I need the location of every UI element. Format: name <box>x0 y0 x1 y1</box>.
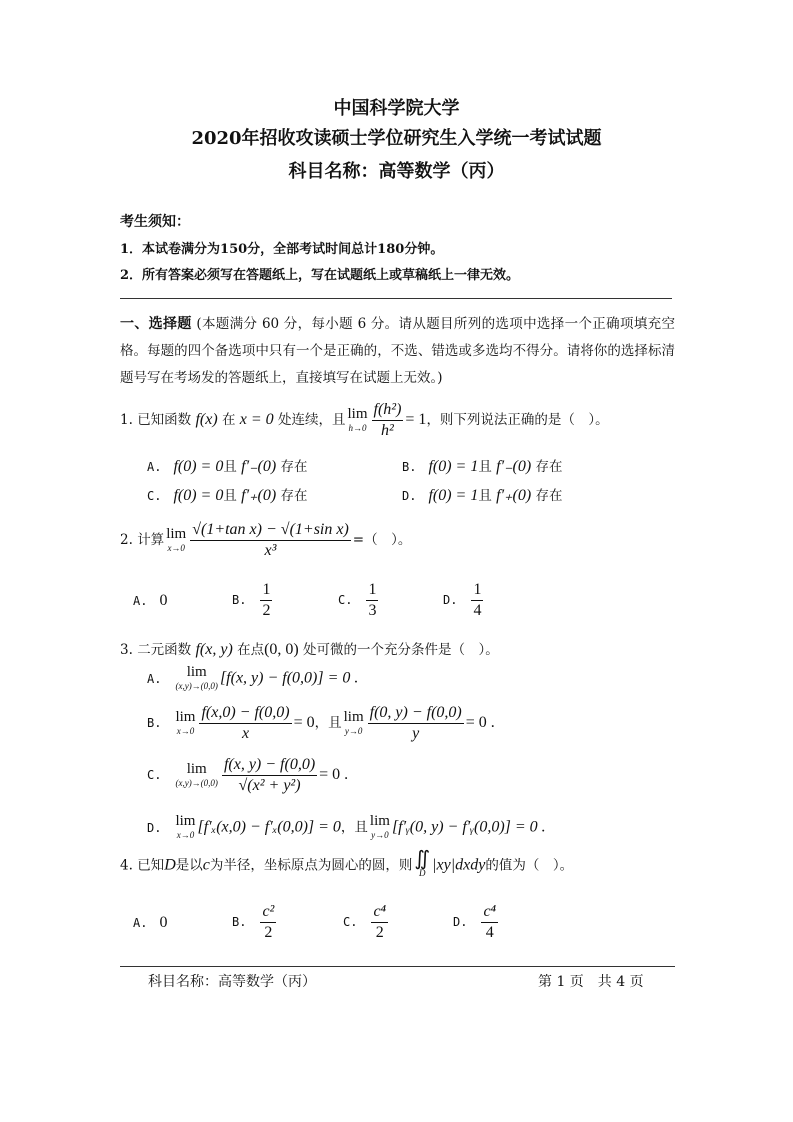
q1-options-2-t2: 存在 <box>280 488 308 504</box>
q1-options-0-label: A. <box>147 460 162 474</box>
q2-t2: =（ ）。 <box>352 532 412 548</box>
q3-options-3-lim: lim <box>175 813 196 829</box>
q2-option-a <box>133 592 167 610</box>
q3-options-0-sub: (x,y)→(0,0) <box>175 681 218 691</box>
q4-options-1-label: B. <box>232 915 247 929</box>
q2-options-3-num: 1 <box>471 580 483 601</box>
q1-option-c <box>147 484 308 505</box>
q4-t1: 已知 <box>137 857 165 874</box>
q4-t2: 是以 <box>175 857 203 874</box>
q4-options-2-num: c⁴ <box>371 902 388 923</box>
q3-option-d <box>147 814 546 842</box>
q1-t3: 处连续，且 <box>277 412 346 428</box>
q1-options-0-t2: 存在 <box>280 459 308 475</box>
q1-t2: 在 <box>221 412 236 428</box>
footer-subject: 科目名称：高等数学（丙） <box>148 974 316 990</box>
q4-sub: D <box>419 868 426 878</box>
q3-options-0-expr: [f(x, y) − f(0,0)] = 0 . <box>219 669 359 687</box>
q4-options-1-den: 2 <box>264 924 273 941</box>
q2-num: √(1+tan x) − √(1+sin x) <box>190 520 351 541</box>
q3-fxy: f(x, y) <box>195 641 233 658</box>
q3-options-3-expr2: [f′ᵧ(0, y) − f′ᵧ(0,0)] = 0 . <box>391 818 546 836</box>
q4-option-a <box>133 914 167 932</box>
q1-options-1-m1: f(0) = 1 <box>428 458 479 475</box>
page-number: 第 1 页 共 4 页 <box>538 974 644 990</box>
q1-sub: h→0 <box>348 422 367 433</box>
q3-options-1-sub2: y→0 <box>344 725 363 736</box>
q3-options-3-expr1: [f′ₓ(x,0) − f′ₓ(0,0)] = 0 <box>197 818 341 836</box>
q1-options-3-t2: 存在 <box>535 488 563 504</box>
q3-options-2-den: √(x² + y²) <box>238 777 301 794</box>
q2-sub: x→0 <box>167 542 185 553</box>
q1-fx: f(x) <box>195 411 218 428</box>
q1-num: f(h²) <box>372 400 404 421</box>
notice-item-2: 2．所有答案必须写在答题纸上，写在试题纸上或草稿纸上一律无效。 <box>120 268 520 283</box>
q1-no: 1. <box>120 412 133 428</box>
q3-options-1-eq2: = 0 . <box>465 714 495 731</box>
q4-option-d <box>453 902 500 943</box>
q3-options-3-and: ，且 <box>340 819 368 836</box>
q1-option-d <box>402 484 563 505</box>
q4-options-2-den: 2 <box>375 924 384 941</box>
q3-options-1-label: B. <box>147 716 162 730</box>
q1-option-b <box>402 455 563 476</box>
q3-options-1-den2: y <box>412 725 420 742</box>
q1-options-0-t1: 且 <box>223 459 237 475</box>
footer-divider <box>120 966 675 967</box>
q3-options-3-lim: lim <box>369 813 390 829</box>
q1-x0: x = 0 <box>239 411 274 428</box>
q3-option-b <box>147 703 495 744</box>
q3-options-1-sub1: x→0 <box>176 725 195 736</box>
q4-expr: |xy|dxdy <box>432 856 486 874</box>
q3-option-a <box>147 665 358 693</box>
q3-options-1-and: ，且 <box>314 715 342 731</box>
q2-option-c <box>338 580 380 621</box>
q3-options-2-eq: = 0 . <box>319 766 349 783</box>
q4-options-2-label: C. <box>343 915 358 929</box>
q2-lim: lim <box>166 525 187 542</box>
q3-t2: 在点 <box>237 642 265 658</box>
q3-option-c <box>147 755 348 796</box>
q3-options-1-lim: lim <box>343 708 364 725</box>
q2-t1: 计算 <box>137 532 165 548</box>
q3-t1: 二元函数 <box>137 642 192 658</box>
q3-options-2-label: C. <box>147 768 162 782</box>
q2-options-1-label: B. <box>232 593 247 607</box>
q2-options-1-den: 2 <box>262 602 271 619</box>
q2-options-3-label: D. <box>443 593 458 607</box>
q3-options-2-sub: (x,y)→(0,0) <box>175 777 218 788</box>
q1-options-1-m2: f′₋(0) <box>496 458 532 475</box>
q2-den: x³ <box>264 542 277 559</box>
q2-options-2-num: 1 <box>366 580 378 601</box>
q1-options-3-label: D. <box>402 489 417 503</box>
q1-options-0-m1: f(0) = 0 <box>173 458 224 475</box>
university-name: 中国科学院大学 <box>333 98 460 119</box>
q3-options-1-num1: f(x,0) − f(0,0) <box>199 703 291 724</box>
q1-options-2-label: C. <box>147 489 162 503</box>
q3-options-0-label: A. <box>147 671 162 686</box>
q1-options-2-m2: f′₊(0) <box>241 487 277 504</box>
q3-options-1-lim: lim <box>175 708 196 725</box>
subject-title: 科目名称：高等数学（丙） <box>288 161 505 182</box>
q3-options-3-label: D. <box>147 820 162 835</box>
q3-options-1-num2: f(0, y) − f(0,0) <box>368 703 464 724</box>
q4-t3: 为半径，坐标原点为圆心的圆，则 <box>209 857 413 874</box>
section-heading: 一、选择题 <box>120 316 192 332</box>
section-instructions <box>120 311 675 392</box>
q3-options-3-sub1: x→0 <box>176 830 195 840</box>
q4-options-3-label: D. <box>453 915 468 929</box>
q4-option-c <box>343 902 390 943</box>
q1-options-1-label: B. <box>402 460 417 474</box>
q4-options-1-num: c² <box>260 902 276 923</box>
q4-options-0-label: A. <box>133 916 148 930</box>
q2-options-3-den: 4 <box>473 602 482 619</box>
q4-t4: 的值为（ ）。 <box>485 857 574 874</box>
q1-options-3-m2: f′₊(0) <box>496 487 532 504</box>
q4-integral: ∬ <box>414 848 431 870</box>
q1-eq: = 1 <box>405 411 427 428</box>
q3-t3: 处可微的一个充分条件是（ ）。 <box>303 642 499 658</box>
question-4 <box>120 848 574 880</box>
q1-options-2-m1: f(0) = 0 <box>173 487 224 504</box>
q1-t1: 已知函数 <box>137 412 192 428</box>
q2-options-1-num: 1 <box>260 580 272 601</box>
notice-heading: 考生须知： <box>120 214 190 230</box>
question-3 <box>120 638 499 659</box>
q1-options-1-t2: 存在 <box>535 459 563 475</box>
q4-options-3-den: 4 <box>485 924 494 941</box>
q4-options-3-num: c⁴ <box>481 902 498 923</box>
q4-options-0-value: 0 <box>159 914 168 931</box>
q4-option-b <box>232 902 278 943</box>
q2-option-b <box>232 580 274 621</box>
q2-no: 2. <box>120 532 133 548</box>
q1-option-a <box>147 455 308 476</box>
q3-options-2-lim: lim <box>186 760 207 777</box>
q1-options-1-t1: 且 <box>478 459 492 475</box>
q3-pt: (0, 0) <box>264 641 299 658</box>
q2-options-2-den: 3 <box>368 602 377 619</box>
q1-options-0-m2: f′₋(0) <box>241 458 277 475</box>
q1-options-3-m1: f(0) = 1 <box>428 487 479 504</box>
q4-c: c <box>202 856 210 874</box>
q3-no: 3. <box>120 642 133 658</box>
q4-no: 4. <box>120 857 133 874</box>
q1-options-3-t1: 且 <box>478 488 492 504</box>
q3-options-2-num: f(x, y) − f(0,0) <box>222 755 317 776</box>
q1-t4: ，则下列说法正确的是（ ）。 <box>426 412 609 428</box>
q3-options-1-eq1: = 0 <box>293 714 315 731</box>
q1-den: h² <box>381 422 394 439</box>
notice-item-1: 1．本试卷满分为150分，全部考试时间总计180分钟。 <box>120 242 444 257</box>
q2-options-0-value: 0 <box>159 592 168 609</box>
divider <box>120 298 672 299</box>
q3-options-3-sub2: y→0 <box>371 830 389 840</box>
instructions-text: (本题满分 60 分，每小题 6 分。请从题目所列的选项中选择一个正确项填充空格。每题的四个备选项中只有一个是正确的，不选、错选或多选均不得分。请将你的选择标清题号写在考场发的答题纸上，直接填写在试题上无效。) <box>120 316 676 386</box>
exam-title: 2020年招收攻读硕士学位研究生入学统一考试试题 <box>191 128 602 149</box>
q1-options-2-t1: 且 <box>223 488 237 504</box>
q3-options-1-den1: x <box>241 725 250 742</box>
q4-D: D <box>164 856 176 874</box>
q2-option-d <box>443 580 485 621</box>
q1-lim: lim <box>347 405 368 422</box>
question-2 <box>120 520 411 561</box>
q2-options-0-label: A. <box>133 594 148 608</box>
q3-options-0-lim: lim <box>186 664 207 680</box>
q2-options-2-label: C. <box>338 593 353 607</box>
question-1 <box>120 400 609 441</box>
